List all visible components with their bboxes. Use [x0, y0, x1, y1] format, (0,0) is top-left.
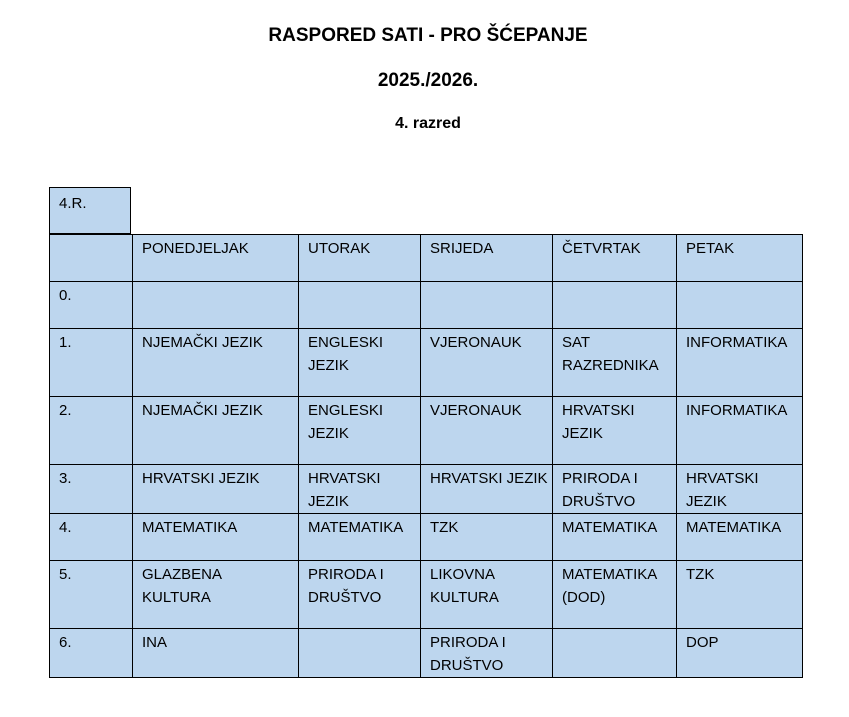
lesson-cell	[677, 282, 803, 329]
lesson-cell: PRIRODA I DRUŠTVO	[553, 465, 677, 514]
lesson-cell: HRVATSKI JEZIK	[299, 465, 421, 514]
period-number: 1.	[50, 329, 133, 397]
table-row	[50, 514, 803, 561]
period-number: 0.	[50, 282, 133, 329]
lesson-cell: DOP	[677, 629, 803, 678]
lesson-cell: INFORMATIKA	[677, 397, 803, 465]
corner-cell	[50, 235, 133, 282]
day-header: UTORAK	[299, 235, 421, 282]
period-number: 5.	[50, 561, 133, 629]
lesson-cell: MATEMATIKA	[133, 514, 299, 561]
lesson-cell: NJEMAČKI JEZIK	[133, 329, 299, 397]
day-header: PETAK	[677, 235, 803, 282]
period-number: 2.	[50, 397, 133, 465]
table-row	[50, 629, 803, 678]
day-header-row	[50, 235, 803, 282]
lesson-cell: MATEMATIKA	[553, 514, 677, 561]
day-header: PONEDJELJAK	[133, 235, 299, 282]
lesson-cell	[299, 282, 421, 329]
lesson-cell: VJERONAUK	[421, 397, 553, 465]
lesson-cell: HRVATSKI JEZIK	[133, 465, 299, 514]
lesson-cell	[421, 282, 553, 329]
lesson-cell: HRVATSKI JEZIK	[421, 465, 553, 514]
day-header: SRIJEDA	[421, 235, 553, 282]
lesson-cell: VJERONAUK	[421, 329, 553, 397]
day-header: ČETVRTAK	[553, 235, 677, 282]
lesson-cell	[553, 282, 677, 329]
lesson-cell: ENGLESKI JEZIK	[299, 397, 421, 465]
table-row	[50, 282, 803, 329]
period-number: 6.	[50, 629, 133, 678]
page-title: RASPORED SATI - PRO ŠĆEPANJE	[268, 25, 588, 46]
lesson-cell: PRIRODA I DRUŠTVO	[299, 561, 421, 629]
lesson-cell: HRVATSKI JEZIK	[677, 465, 803, 514]
lesson-cell: SAT RAZREDNIKA	[553, 329, 677, 397]
lesson-cell: NJEMAČKI JEZIK	[133, 397, 299, 465]
lesson-cell: ENGLESKI JEZIK	[299, 329, 421, 397]
lesson-cell: GLAZBENA KULTURA	[133, 561, 299, 629]
table-row	[50, 465, 803, 514]
period-number: 4.	[50, 514, 133, 561]
lesson-cell: MATEMATIKA (DOD)	[553, 561, 677, 629]
lesson-cell	[299, 629, 421, 678]
lesson-cell: INFORMATIKA	[677, 329, 803, 397]
table-row	[50, 561, 803, 629]
lesson-cell: TZK	[677, 561, 803, 629]
grade-label: 4. razred	[395, 115, 461, 132]
school-year: 2025./2026.	[377, 70, 479, 91]
table-row	[50, 329, 803, 397]
lesson-cell: PRIRODA I DRUŠTVO	[421, 629, 553, 678]
lesson-cell: INA	[133, 629, 299, 678]
period-number: 3.	[50, 465, 133, 514]
lesson-cell: LIKOVNA KULTURA	[421, 561, 553, 629]
lesson-cell	[133, 282, 299, 329]
class-label-cell: 4.R.	[49, 187, 131, 234]
lesson-cell: MATEMATIKA	[677, 514, 803, 561]
lesson-cell: MATEMATIKA	[299, 514, 421, 561]
lesson-cell: HRVATSKI JEZIK	[553, 397, 677, 465]
lesson-cell	[553, 629, 677, 678]
lesson-cell: TZK	[421, 514, 553, 561]
table-row	[50, 397, 803, 465]
schedule-table	[49, 234, 803, 678]
